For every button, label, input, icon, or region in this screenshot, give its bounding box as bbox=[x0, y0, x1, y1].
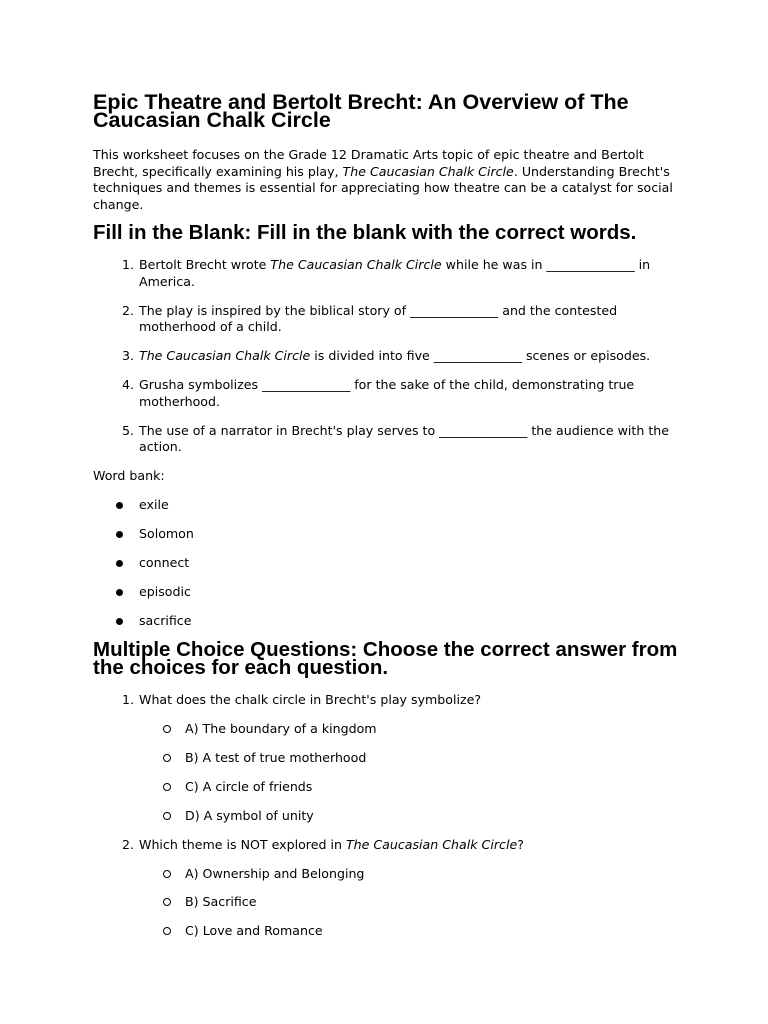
intro-paragraph bbox=[93, 147, 683, 213]
item-text: while he was in ______________ in America. bbox=[139, 257, 651, 289]
circle-bullet-icon bbox=[163, 783, 171, 791]
item-text: The use of a narrator in Brecht's play serves to ______________ the audience with the action. bbox=[139, 422, 669, 454]
list-item bbox=[93, 348, 683, 365]
question-italic-text: The Caucasian Chalk Circle bbox=[345, 836, 518, 852]
question-text-part: What does the chalk circle in Brecht's play symbolize? bbox=[139, 692, 482, 708]
question-item bbox=[93, 692, 683, 824]
question-text bbox=[122, 692, 683, 709]
option-text: A) The boundary of a kingdom bbox=[185, 721, 377, 737]
option-item bbox=[93, 866, 683, 883]
multiple-choice-heading: Multiple Choice Questions: Choose the correct answer from the choices for each question. bbox=[93, 638, 678, 680]
fill-in-blank-list bbox=[93, 257, 683, 456]
bullet-icon bbox=[116, 589, 123, 596]
question-text-part: ? bbox=[517, 836, 524, 852]
intro-text-2: . Understanding Brecht's techniques and themes is essential for appreciating how theatre can be a catalyst for social change. bbox=[93, 163, 673, 212]
circle-bullet-icon bbox=[163, 754, 171, 762]
question-text bbox=[122, 836, 683, 854]
item-text: Grusha symbolizes ______________ for the sake of the child, demonstrating true motherhood. bbox=[139, 377, 635, 409]
option-text: C) A circle of friends bbox=[185, 779, 313, 795]
item-number: 1. bbox=[122, 257, 135, 272]
bullet-icon bbox=[116, 560, 123, 567]
list-item bbox=[93, 303, 683, 336]
word-bank-word: exile bbox=[139, 497, 169, 512]
word-bank-item bbox=[93, 497, 683, 514]
word-bank-item bbox=[93, 584, 683, 601]
item-text: Bertolt Brecht wrote bbox=[139, 257, 271, 272]
question-number: 1. bbox=[122, 692, 135, 708]
option-item bbox=[93, 894, 683, 911]
intro-text-1: This worksheet focuses on the Grade 12 Dramatic Arts topic of epic theatre and Bertolt Brecht, specifically examining his play, bbox=[93, 147, 644, 179]
option-item bbox=[93, 923, 683, 940]
word-bank-word: sacrifice bbox=[139, 612, 192, 628]
question-item bbox=[93, 837, 683, 940]
word-bank-item bbox=[93, 555, 683, 572]
item-text: The play is inspired by the biblical story of ______________ and the contested motherhood of a child. bbox=[139, 302, 618, 334]
option-item bbox=[93, 779, 683, 796]
word-bank-label: Word bank: bbox=[93, 468, 165, 483]
bullet-icon bbox=[116, 531, 123, 538]
item-number: 4. bbox=[122, 377, 135, 392]
item-text: is divided into five ______________ scenes or episodes. bbox=[310, 348, 651, 363]
worksheet-page bbox=[93, 90, 683, 952]
bullet-icon bbox=[116, 502, 123, 509]
item-number: 5. bbox=[122, 422, 135, 438]
list-item bbox=[93, 423, 683, 456]
option-item bbox=[93, 808, 683, 825]
word-bank-list bbox=[93, 497, 683, 629]
options-list bbox=[139, 866, 683, 940]
option-item bbox=[93, 721, 683, 738]
option-text: A) Ownership and Belonging bbox=[185, 865, 365, 881]
option-text: B) Sacrifice bbox=[185, 894, 257, 910]
options-list bbox=[139, 721, 683, 824]
list-item bbox=[93, 257, 683, 290]
word-bank-item bbox=[93, 613, 683, 630]
option-item bbox=[93, 750, 683, 767]
circle-bullet-icon bbox=[163, 812, 171, 820]
item-italic-text: The Caucasian Chalk Circle bbox=[270, 257, 442, 272]
list-item bbox=[93, 377, 683, 410]
word-bank-item bbox=[93, 526, 683, 543]
circle-bullet-icon bbox=[163, 725, 171, 733]
circle-bullet-icon bbox=[163, 927, 171, 935]
item-number: 3. bbox=[122, 348, 135, 363]
word-bank-word: Solomon bbox=[139, 525, 194, 541]
fill-in-blank-heading: Fill in the Blank: Fill in the blank with the correct words. bbox=[93, 221, 637, 244]
item-number: 2. bbox=[122, 302, 135, 318]
question-text-part: Which theme is NOT explored in bbox=[139, 836, 346, 852]
page-title: Epic Theatre and Bertolt Brecht: An Overview of The Caucasian Chalk Circle bbox=[93, 90, 629, 132]
intro-play-title: The Caucasian Chalk Circle bbox=[342, 163, 514, 179]
word-bank-word: connect bbox=[139, 554, 190, 570]
option-text: C) Love and Romance bbox=[185, 923, 323, 939]
circle-bullet-icon bbox=[163, 870, 171, 878]
item-italic-text: The Caucasian Chalk Circle bbox=[139, 348, 311, 363]
option-text: B) A test of true motherhood bbox=[185, 750, 367, 766]
question-number: 2. bbox=[122, 836, 135, 852]
bullet-icon bbox=[116, 618, 123, 625]
option-text: D) A symbol of unity bbox=[185, 807, 314, 823]
multiple-choice-list bbox=[93, 692, 683, 939]
word-bank-word: episodic bbox=[139, 583, 191, 599]
circle-bullet-icon bbox=[163, 898, 171, 906]
